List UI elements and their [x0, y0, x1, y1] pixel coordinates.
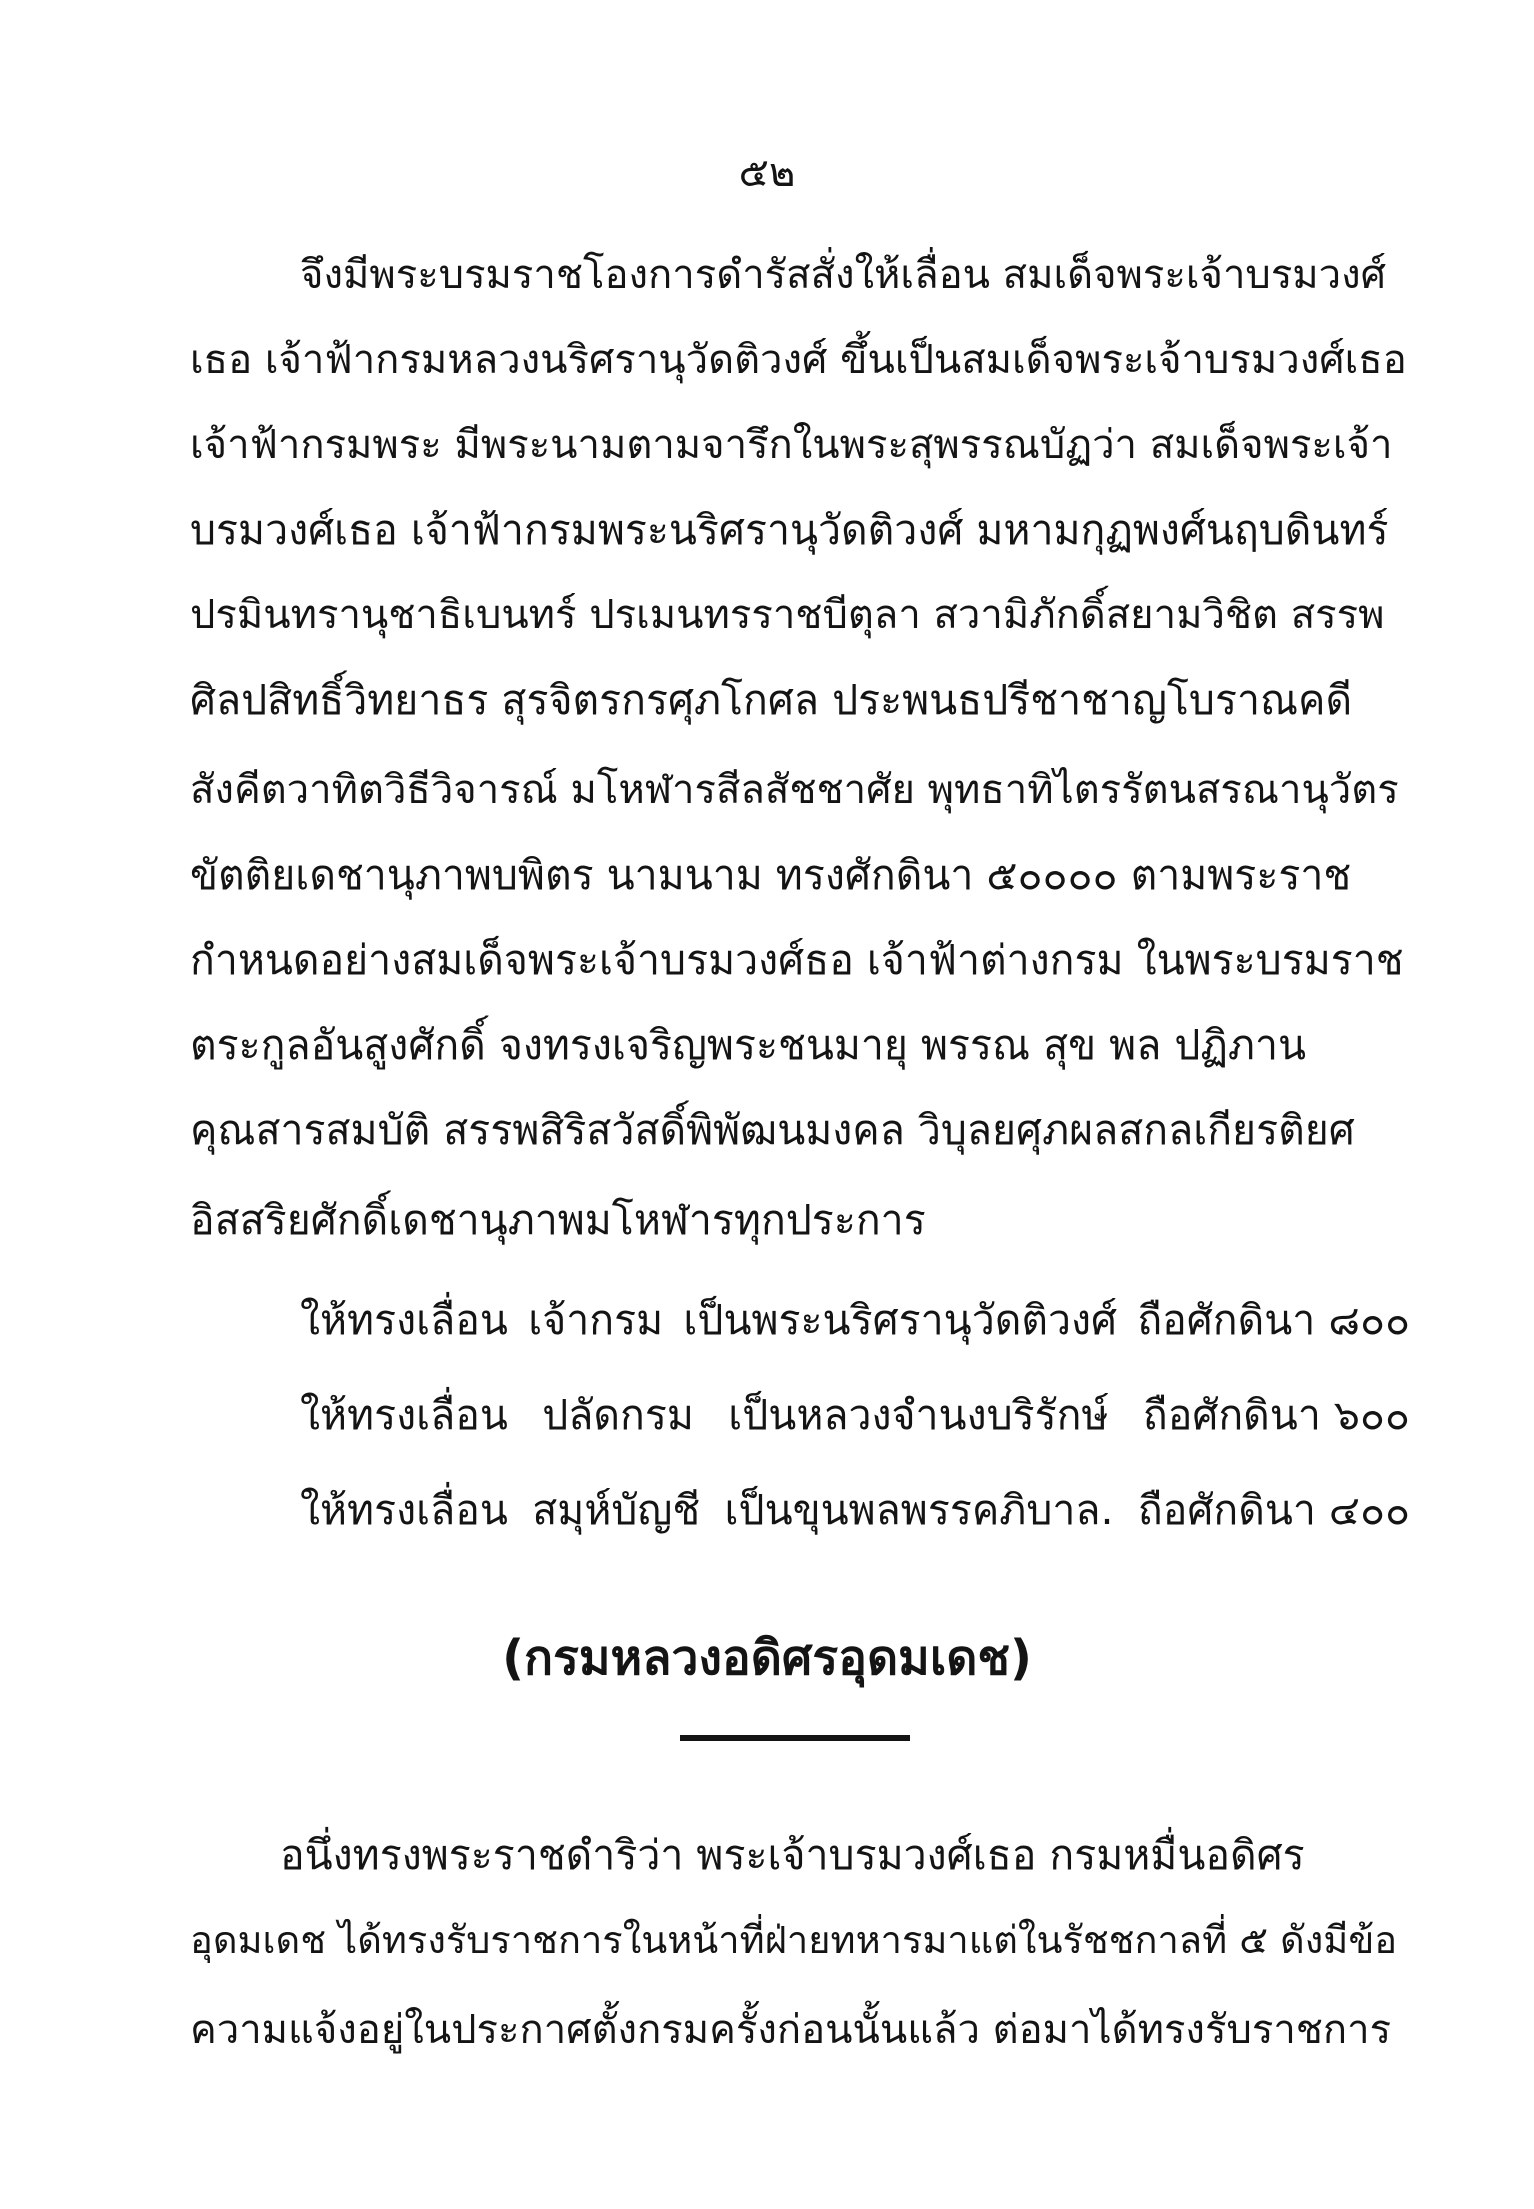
paragraph-line: บรมวงศ์เธอ เจ้าฟ้ากรมพระนริศรานุวัดติวงศ์ มหามกุฏพงศ์นฤบดินทร์: [190, 506, 1389, 554]
grant-line: [300, 1290, 1410, 1350]
paragraph-line: จึงมีพระบรมราชโองการดำรัสสั่งให้เลื่อน สมเด็จพระเจ้าบรมวงศ์: [300, 252, 1387, 298]
grant-prefix: ให้ทรงเลื่อน: [300, 1391, 508, 1439]
paragraph-line: ขัตติยเดชานุภาพบพิตร นามนาม ทรงศักดินา ๕๐๐๐๐ ตามพระราช: [190, 851, 1352, 899]
grant-sakdina: ถือศักดินา ๘๐๐: [1137, 1296, 1410, 1344]
paragraph-line: อิสสริยศักดิ์เดชานุภาพมโหฬารทุกประการ: [190, 1196, 926, 1244]
page-number: ๕๒: [738, 150, 796, 196]
grant-detail: เป็นพระนริศรานุวัดติวงศ์: [683, 1296, 1118, 1344]
grant-detail: เป็นขุนพลพรรคภิบาล.: [724, 1486, 1114, 1534]
grant-detail: เป็นหลวงจำนงบริรักษ์: [728, 1391, 1109, 1439]
grant-title: ปลัดกรม: [542, 1391, 694, 1439]
grant-prefix: ให้ทรงเลื่อน: [300, 1296, 508, 1344]
grant-line: [300, 1385, 1410, 1445]
grant-sakdina: ถือศักดินา ๔๐๐: [1137, 1486, 1410, 1534]
grant-title: สมุห์บัญชี: [532, 1486, 701, 1534]
paragraph-line: เจ้าฟ้ากรมพระ มีพระนามตามจารึกในพระสุพรรณบัฏว่า สมเด็จพระเจ้า: [190, 422, 1393, 468]
paragraph-line: คุณสารสมบัติ สรรพสิริสวัสดิ์พิพัฒนมงคล วิบุลยศุภผลสกลเกียรติยศ: [190, 1106, 1355, 1154]
grant-title: เจ้ากรม: [528, 1296, 664, 1344]
grant-sakdina: ถือศักดินา ๖๐๐: [1142, 1391, 1410, 1439]
paragraph-line: ความแจ้งอยู่ในประกาศตั้งกรมครั้งก่อนนั้นแล้ว ต่อมาได้ทรงรับราชการ: [190, 2007, 1392, 2053]
paragraph-line: อนึ่งทรงพระราชดำริว่า พระเจ้าบรมวงศ์เธอ กรมหมื่นอดิศร: [280, 1831, 1305, 1879]
paragraph-line: เธอ เจ้าฟ้ากรมหลวงนริศรานุวัดติวงศ์ ขึ้นเป็นสมเด็จพระเจ้าบรมวงศ์เธอ: [190, 337, 1407, 383]
grant-line: [300, 1480, 1410, 1540]
paragraph-line: กำหนดอย่างสมเด็จพระเจ้าบรมวงศ์ธอ เจ้าฟ้าต่างกรม ในพระบรมราช: [190, 936, 1404, 984]
paragraph-line: อุดมเดช ได้ทรงรับราชการในหน้าที่ฝ่ายทหารมาแต่ในรัชชกาลที่ ๕ ดังมีข้อ: [190, 1918, 1398, 1962]
paragraph-line: ศิลปสิทธิ์วิทยาธร สุรจิตรกรศุภโกศล ประพนธปรีชาชาญโบราณคดี: [190, 676, 1353, 724]
grant-prefix: ให้ทรงเลื่อน: [300, 1486, 508, 1534]
divider-rule: [680, 1735, 910, 1741]
paragraph-line: สังคีตวาทิตวิธีวิจารณ์ มโหฬารสีลสัชชาศัย พุทธาทิไตรรัตนสรณานุวัตร: [190, 767, 1399, 813]
paragraph-line: ปรมินทรานุชาธิเบนทร์ ปรเมนทรราชบีตุลา สวามิภักดิ์สยามวิชิต สรรพ: [190, 592, 1385, 638]
section-heading: (กรมหลวงอดิศรอุดมเดช): [502, 1630, 1032, 1686]
paragraph-line: ตระกูลอันสูงศักดิ์ จงทรงเจริญพระชนมายุ พรรณ สุข พล ปฏิภาน: [190, 1021, 1306, 1069]
